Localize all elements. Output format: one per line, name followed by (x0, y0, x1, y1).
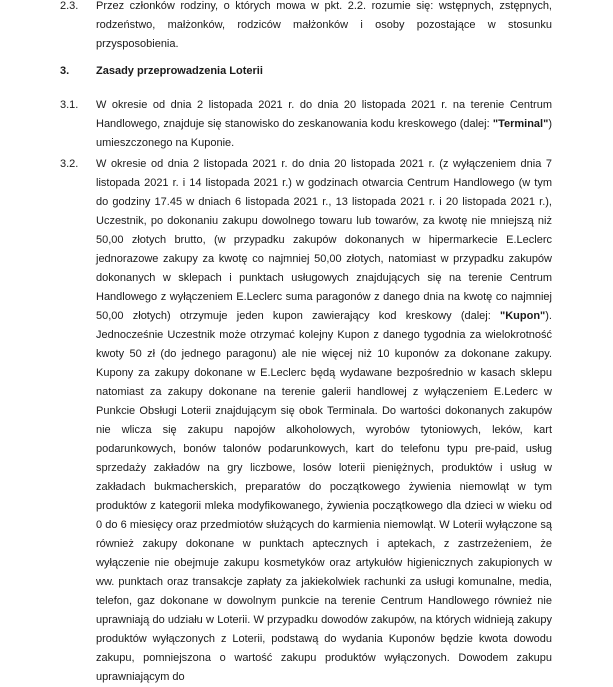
text-part: W okresie od dnia 2 listopada 2021 r. do dnia 20 listopada 2021 r. (z wyłączeniem dnia 7 listopada 2021 r. i 14 listopada 2021 r.) w godzinach otwarcia Centrum Handlowego (w tym do godziny 17.45 w dniach 6 listopada 2021 r., 13 listopada 2021 r. i 20 listopada 2021 r.), Uczestnik, po dokonaniu zakupu dowolnego towaru lub towarów, za kwotę nie mniejszą niż 50,00 złotych brutto, (w przypadku zakupów dokonanych w hipermarkecie E.Leclerc jednorazowe zakupy za kwotę co najmniej 50,00 złotych, natomiast w przypadku zakupów dokonanych w sklepach i punktach usługowych znajdujących się na terenie Centrum Handlowego z wyłączeniem E.Leclerc suma paragonów z danego dnia na kwotę co najmniej 50,00 złotych) otrzymuje jeden kupon zawierający kod kreskowy (dalej: (96, 158, 552, 322)
text-part: ) umieszczonego na Kuponie. (96, 118, 552, 149)
term-kupon: "Kupon" (500, 310, 546, 322)
section-number: 3.1. (60, 99, 79, 111)
text-part: W okresie od dnia 2 listopada 2021 r. do dnia 20 listopada 2021 r. na terenie Centrum Handlowego, znajduje się stanowisko do zeskanowania kodu kreskowego (dalej: (96, 99, 552, 130)
section-title: Zasady przeprowadzenia Loterii (96, 65, 263, 77)
section-text (96, 96, 552, 153)
section-number: 3.2. (60, 158, 79, 170)
section-text (96, 155, 552, 687)
section-number: 2.3. (60, 0, 79, 12)
text-part: ). Jednocześnie Uczestnik może otrzymać kolejny Kupon z danego tygodnia za wielokrotność kwoty 50 zł (do jednego paragonu) ale nie więcej niż 10 kuponów za dokonane zakupy. Kupony za zakupy dokonane w E.Leclerc będą wydawane bezpośrednio w kasach sklepu natomiast za zakupy dokonane na terenie galerii handlowej z wyłączeniem E.Lederc w Punkcie Obsługi Loterii znajdującym się obok Terminala. Do wartości dokonanych zakupów nie wlicza się zakupu napojów alkoholowych, wyrobów tytoniowych, leków, kart podarunkowych, bonów talonów podarunkowych, kart do telefonu typu pre-paid, usług sprzedaży zakładów na gry liczbowe, losów loterii pieniężnych, produktów i usług w zakładach bukmacherskich, preparatów do początkowego żywienia niemowląt w tym produktów z kategorii mleka modyfikowanego, żywienia początkowego dla dzieci w wieku od 0 do 6 miesięcy oraz przedmiotów służących do karmienia niemowląt. W Loterii wyłączone są również zakupy dokonane w punktach aptecznych i aptekach, z zastrzeżeniem, że wyłączenie nie obejmuje zakupu kosmetyków oraz artykułów higienicznych zakupionych w ww. punktach oraz transakcje zapłaty za jakiekolwiek rachunki za usługi komunalne, media, telefon, gaz dokonane w dowolnym punkcie na terenie Centrum Handlowego również nie uprawniają do udziału w Loterii. W przypadku dowodów zakupów, na których widnieją zakupy produktów wyłączonych z Loterii, podstawą do wydania Kuponów będzie kwota dowodu zakupu, pomniejszona o wartość zakupu produktów wyłączonych. Dowodem zakupu uprawniającym do (96, 310, 552, 683)
section-number: 3. (60, 65, 70, 77)
term-terminal: "Terminal" (492, 118, 549, 130)
section-text: Przez członków rodziny, o których mowa w pkt. 2.2. rozumie się: wstępnych, zstępnych, rodzeństwo, małżonków, rodziców małżonków i osoby pozostające w stosunku przysposobienia. (96, 0, 552, 50)
